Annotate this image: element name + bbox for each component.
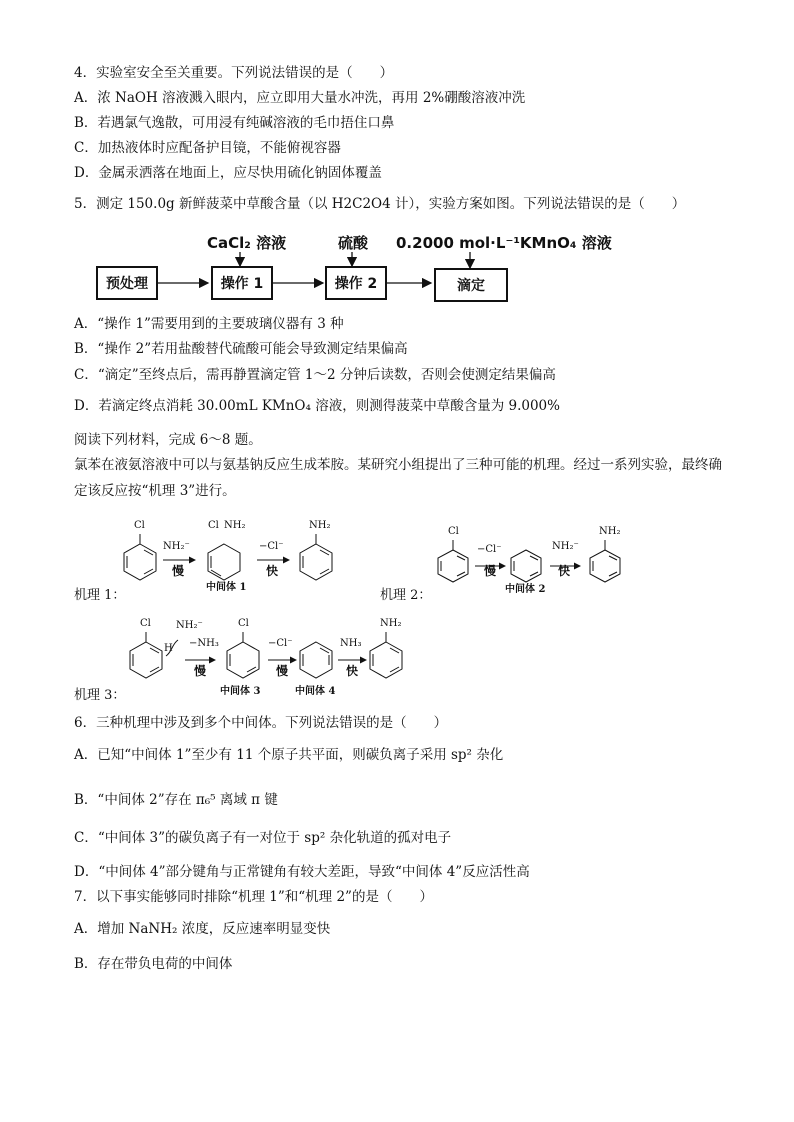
mechanism-3-label: 机理 3： xyxy=(74,688,126,703)
m2-reagent: NH₂⁻ xyxy=(552,541,579,552)
m2-product-nh2: NH₂ xyxy=(599,526,621,537)
m1-int-nh2: NH₂ xyxy=(224,520,246,531)
m3-slow-2: 慢 xyxy=(276,664,289,678)
m3-int-cl: Cl xyxy=(238,618,249,629)
q5-option-d: D．若滴定终点消耗 30.00mL KMnO₄ 溶液，则测得菠菜中草酸含量为 9.000% xyxy=(74,398,560,414)
m1-fast: 快 xyxy=(266,564,279,578)
m1-int-label: 中间体 1 xyxy=(206,582,247,593)
flow-box-pretreatment: 预处理 xyxy=(96,266,158,300)
m1-minus-cl: −Cl⁻ xyxy=(259,541,284,552)
q6-option-d: D．“中间体 4”部分键角与正常键角有较大差距，导致“中间体 4”反应活性高 xyxy=(74,864,530,880)
q5-formula: H2C2O4 xyxy=(331,196,391,212)
m2-cl: Cl xyxy=(448,526,459,537)
m1-product-nh2: NH₂ xyxy=(309,520,331,531)
q7-stem: 7．以下事实能够同时排除“机理 1”和“机理 2”的是（ ） xyxy=(74,889,433,905)
q7-option-b: B．存在带负电荷的中间体 xyxy=(74,956,233,972)
m2-fast: 快 xyxy=(558,564,571,578)
m3-nh3: NH₃ xyxy=(340,638,362,649)
reading-intro: 阅读下列材料，完成 6～8 题。 xyxy=(74,432,262,448)
m3-chlorobenzene xyxy=(130,632,178,678)
q4-option-d: D．金属汞洒落在地面上，应尽快用硫化钠固体覆盖 xyxy=(74,165,382,181)
mechanism-diagrams xyxy=(0,510,794,710)
reading-passage: 氯苯在液氨溶液中可以与氨基钠反应生成苯胺。某研究小组提出了三种可能的机理。经过一系列实验，最终确定该反应按“机理 3”进行。 xyxy=(74,457,722,499)
mechanism-1-label: 机理 1： xyxy=(74,588,126,603)
q6-stem: 6．三种机理中涉及到多个中间体。下列说法错误的是（ ） xyxy=(74,715,448,731)
m2-chlorobenzene xyxy=(438,540,468,582)
m3-product-nh2: NH₂ xyxy=(380,618,402,629)
q5-option-a: A．“操作 1”需要用到的主要玻璃仪器有 3 种 xyxy=(74,316,344,332)
m1-chlorobenzene xyxy=(124,534,156,580)
m1-slow: 慢 xyxy=(172,564,185,578)
m3-intermediate-3 xyxy=(227,632,259,678)
reagent-kmno4: 0.2000 mol·L⁻¹KMnO₄ 溶液 xyxy=(396,234,612,252)
q6-option-a: A．已知“中间体 1”至少有 11 个原子共平面，则碳负离子采用 sp² 杂化 xyxy=(74,747,504,763)
q7-option-a: A．增加 NaNH₂ 浓度，反应速率明显变快 xyxy=(74,921,331,937)
flow-box-operation-2: 操作 2 xyxy=(325,266,387,300)
q4-stem: 4．实验室安全至关重要。下列说法错误的是（ ） xyxy=(74,65,394,81)
m3-nh2-minus: NH₂⁻ xyxy=(176,620,203,631)
m3-aniline xyxy=(370,632,402,678)
m3-minus-cl: −Cl⁻ xyxy=(268,638,293,649)
m1-aniline xyxy=(300,534,332,580)
m2-slow: 慢 xyxy=(484,564,497,578)
q5-option-b: B．“操作 2”若用盐酸替代硫酸可能会导致测定结果偏高 xyxy=(74,341,408,357)
reagent-sulfuric-acid: 硫酸 xyxy=(338,234,369,252)
m1-int-cl: Cl xyxy=(208,520,219,531)
reagent-cacl2: CaCl₂ 溶液 xyxy=(207,234,287,252)
q6-option-b: B．“中间体 2”存在 π₆⁵ 离域 π 键 xyxy=(74,792,278,808)
m3-slow-1: 慢 xyxy=(194,664,207,678)
m1-cl: Cl xyxy=(134,520,145,531)
q5-stem-part-a: 5．测定 150.0g 新鲜菠菜中草酸含量（以 xyxy=(74,196,332,212)
m2-int-label: 中间体 2 xyxy=(505,584,546,595)
m3-h: H xyxy=(164,643,173,654)
m3-int4-label: 中间体 4 xyxy=(295,686,336,697)
q6-option-c: C．“中间体 3”的碳负离子有一对位于 sp² 杂化轨道的孤对电子 xyxy=(74,830,452,846)
m2-minus-cl: −Cl⁻ xyxy=(477,544,502,555)
m1-reagent-nh2: NH₂⁻ xyxy=(163,541,190,552)
q4-option-a: A．浓 NaOH 溶液溅入眼内，应立即用大量水冲洗，再用 2%硼酸溶液冲洗 xyxy=(74,90,526,106)
m3-intermediate-4 xyxy=(300,642,332,678)
m3-minus-nh3: −NH₃ xyxy=(189,638,219,649)
m2-intermediate-2 xyxy=(511,550,541,582)
flow-box-operation-1: 操作 1 xyxy=(211,266,273,300)
q4-option-b: B．若遇氯气逸散，可用浸有纯碱溶液的毛巾捂住口鼻 xyxy=(74,115,395,131)
q4-option-c: C．加热液体时应配备护目镜，不能俯视容器 xyxy=(74,140,341,156)
flow-box-titration: 滴定 xyxy=(434,268,508,302)
m2-aniline xyxy=(590,540,620,582)
m3-cl: Cl xyxy=(140,618,151,629)
q5-stem-part-b: 计），实验方案如图。下列说法错误的是（ ） xyxy=(390,196,686,212)
m3-fast: 快 xyxy=(346,664,359,678)
mechanism-2-label: 机理 2： xyxy=(380,588,432,603)
m3-int3-label: 中间体 3 xyxy=(220,686,261,697)
q5-option-c: C．“滴定”至终点后，需再静置滴定管 1～2 分钟后读数，否则会使测定结果偏高 xyxy=(74,367,556,383)
m1-intermediate-1 xyxy=(208,544,240,580)
